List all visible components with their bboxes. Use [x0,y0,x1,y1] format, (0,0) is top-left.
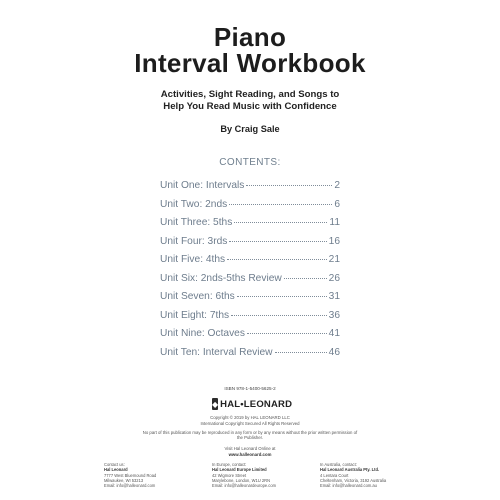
toc-title: Unit One: Intervals [160,180,245,191]
contents-heading: CONTENTS: [219,157,281,168]
toc-leader-dots [231,308,327,316]
toc-page-number: 26 [328,272,340,284]
isbn: ISBN 978-1-5400-5625-2 [224,386,276,391]
contact-address-line2: Cheltenham, Victoria, 3192 Australia [320,477,387,483]
contact-email[interactable]: Email: info@halleonard.com.au [320,483,377,489]
copyright-line1: Copyright © 2019 by HAL LEONARD LLC [210,415,290,420]
toc-row [160,345,340,359]
toc-row [160,326,340,340]
toc-title: Unit Seven: 6ths [160,291,235,302]
toc-row [160,215,340,229]
contact-address-line1: 42 Wigmore Street [212,472,247,478]
contact-email[interactable]: Email: info@halleonard.com [104,483,156,489]
contact-address-line2: Marylebone, London, W1U 2RN [212,477,271,483]
subtitle-line2: Help You Read Music with Confidence [163,101,337,112]
contact-label: Contact us: [104,462,125,467]
contact-address-line2: Milwaukee, WI 53213 [104,477,144,483]
toc-title: Unit Four: 3rds [160,235,228,247]
contact-us-column [104,462,214,488]
toc-title: Unit Nine: Octaves [160,328,245,339]
toc-row [160,308,340,322]
toc-leader-dots [284,271,327,279]
toc-title: Unit Six: 2nds-5ths Review [160,272,282,284]
toc-page-number: 6 [334,198,340,210]
contact-label: In Europe, contact: [212,462,247,467]
toc-leader-dots [247,326,327,334]
author-byline: By Craig Sale [220,124,280,134]
toc-leader-dots [275,345,327,353]
contact-address-line1: 4 Lentara Court [320,472,349,478]
toc-page-number: 36 [328,309,340,321]
toc-title: Unit Three: 5ths [160,217,233,228]
toc-title: Unit Ten: Interval Review [160,346,273,358]
toc-title: Unit Eight: 7ths [160,309,230,321]
publisher-logo-text: HAL•LEONARD [220,398,293,410]
contact-company: Hal Leonard Australia Pty. Ltd. [320,467,380,473]
toc-leader-dots [229,197,332,205]
hal-leonard-mark-icon: ◆ [212,399,219,409]
toc-row [160,271,340,285]
permission-notice: No part of this publication may be reproduced in any form or by any means without the prior written permission of the Publisher. [142,430,358,441]
book-title-line2: Interval Workbook [134,48,366,78]
contact-company: Hal Leonard Europe Limited [212,467,267,473]
toc-row [160,234,340,248]
toc-page-number: 21 [328,254,340,265]
toc-page-number: 16 [328,235,340,247]
toc-row [160,252,340,266]
contact-australia-column [320,462,430,488]
website-link[interactable]: www.halleonard.com [228,451,272,457]
visit-line: Visit Hal Leonard Online at [224,446,276,451]
toc-leader-dots [234,215,327,223]
toc-page-number: 46 [328,346,340,358]
toc-row [160,197,340,211]
contact-label: In Australia, contact: [320,462,357,467]
toc-row [160,289,340,303]
toc-title: Unit Five: 4ths [160,254,226,265]
toc-page-number: 31 [328,291,340,302]
toc-leader-dots [229,234,326,242]
contact-address-line1: 7777 West Bluemound Road [104,472,157,478]
contact-email[interactable]: Email: info@halleonardeurope.com [212,483,277,489]
toc-leader-dots [246,178,332,186]
toc-title: Unit Two: 2nds [160,198,228,210]
toc-page-number: 41 [328,328,340,339]
toc-leader-dots [227,252,327,260]
contact-company: Hal Leonard [104,467,128,473]
copyright-line2: International Copyright Secured All Rights Reserved [200,420,300,426]
toc-leader-dots [237,289,327,297]
publisher-logo [212,397,292,411]
contact-europe-column [212,462,322,488]
toc-page-number: 11 [329,217,340,228]
toc-page-number: 2 [334,180,340,191]
subtitle-line1: Activities, Sight Reading, and Songs to [160,89,340,100]
book-title-line1: Piano [213,22,287,52]
toc-row [160,178,340,192]
